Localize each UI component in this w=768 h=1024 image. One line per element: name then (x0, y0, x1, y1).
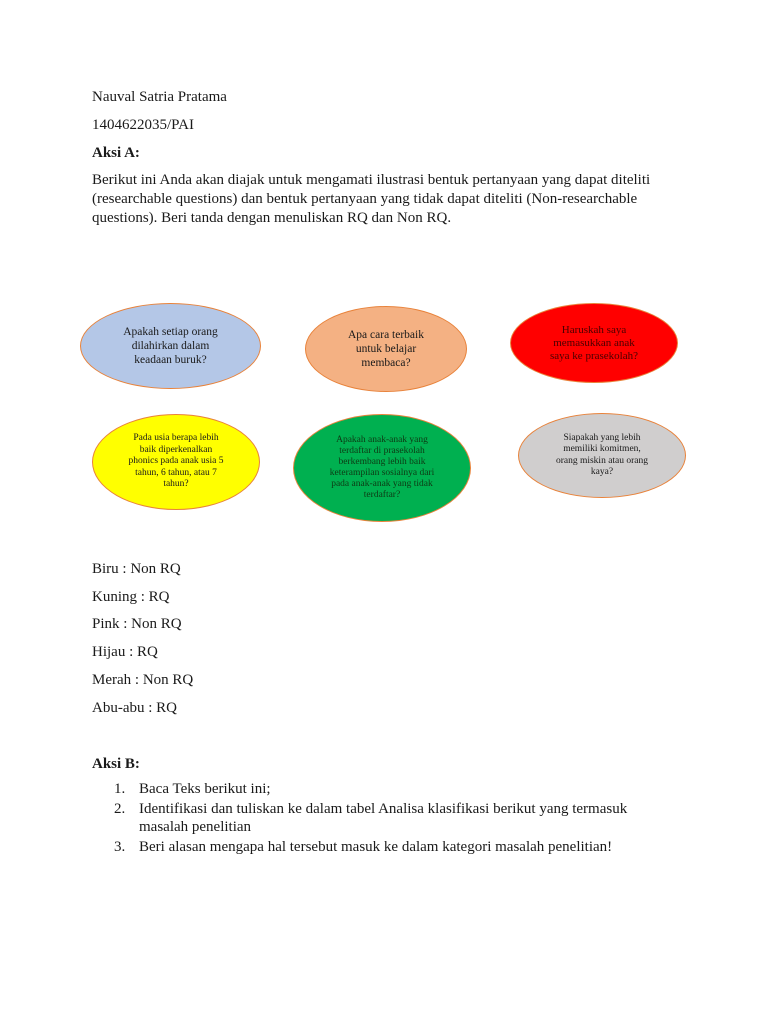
ellipse-text-line: saya ke prasekolah? (550, 349, 638, 362)
ellipse-text-line: Haruskah saya (561, 323, 627, 336)
ellipse-text-line: dilahirkan dalam (131, 340, 210, 352)
instruction-line: Berikut ini Anda akan diajak untuk mengamati ilustrasi bentuk pertanyaan yang dapat diteliti (92, 172, 651, 188)
peach-question-ellipse (305, 306, 467, 392)
ellipse-text-line: memasukkan anak (553, 336, 635, 349)
red-question-ellipse (510, 303, 678, 383)
ellipse-text-line: Siapakah yang lebih (563, 432, 641, 443)
ellipse-text-line: terdaftar di prasekolah (339, 446, 425, 456)
ellipse-text-line: tahun, 6 tahun, atau 7 (135, 467, 217, 478)
step-text: Baca Teks berikut ini; (139, 781, 271, 797)
answer-yellow: Kuning : RQ (92, 589, 170, 605)
yellow-question-ellipse (92, 414, 260, 510)
ellipse-text-line: Apakah anak-anak yang (336, 435, 428, 445)
ellipse-text-line: membaca? (361, 357, 411, 369)
ellipse-text-line: berkembang lebih baik (338, 457, 426, 467)
step-number: 2. (114, 801, 126, 817)
step-number: 1. (114, 781, 126, 797)
answer-red: Merah : Non RQ (92, 672, 194, 688)
step-number: 3. (114, 839, 126, 855)
ellipse-text-line: keterampilan sosialnya dari (329, 468, 435, 478)
aksi-a-instruction (92, 171, 692, 228)
list-item (92, 780, 692, 798)
instruction-line: questions). Beri tanda dengan menuliskan RQ dan Non RQ. (92, 210, 452, 226)
ellipse-text-line: keadaan buruk? (134, 354, 207, 366)
list-item (92, 800, 692, 836)
ellipse-text-line: orang miskin atau orang (555, 455, 649, 466)
gray-question-ellipse (518, 413, 686, 498)
ellipse-text-line: Apa cara terbaik (348, 329, 424, 341)
ellipse-text-line: baik diperkenalkan (139, 444, 213, 455)
aksi-a-heading: Aksi A: (92, 145, 140, 161)
ellipse-text-line: terdaftar? (363, 490, 401, 500)
answer-gray: Abu-abu : RQ (92, 700, 177, 716)
aksi-b-heading: Aksi B: (92, 756, 140, 772)
student-id: 1404622035/PAI (92, 117, 194, 133)
ellipse-text-line: phonics pada anak usia 5 (128, 456, 224, 467)
step-text: Identifikasi dan tuliskan ke dalam tabel Analisa klasifikasi berikut yang termasuk (139, 801, 628, 817)
ellipse-text-line: pada anak-anak yang tidak (331, 479, 433, 489)
aksi-b-steps (92, 780, 692, 858)
answer-blue: Biru : Non RQ (92, 561, 181, 577)
blue-question-ellipse (80, 303, 261, 389)
ellipse-text-line: kaya? (590, 467, 614, 477)
ellipse-text-line: Apakah setiap orang (123, 326, 218, 338)
ellipse-text-line: Pada usia berapa lebih (133, 433, 219, 444)
step-text: Beri alasan mengapa hal tersebut masuk ke dalam kategori masalah penelitian! (139, 839, 613, 855)
list-item (92, 838, 692, 856)
answer-pink: Pink : Non RQ (92, 616, 182, 632)
ellipse-text-line: untuk belajar (355, 343, 417, 355)
answer-green: Hijau : RQ (92, 644, 158, 660)
ellipse-text-line: memiliki komitmen, (563, 444, 641, 454)
green-question-ellipse (293, 414, 471, 522)
ellipse-text-line: tahun? (163, 479, 189, 490)
step-text: masalah penelitian (139, 819, 252, 835)
instruction-line: (researchable questions) dan bentuk pertanyaan yang tidak dapat diteliti (Non-researchable (92, 191, 638, 207)
author-name: Nauval Satria Pratama (92, 89, 227, 105)
